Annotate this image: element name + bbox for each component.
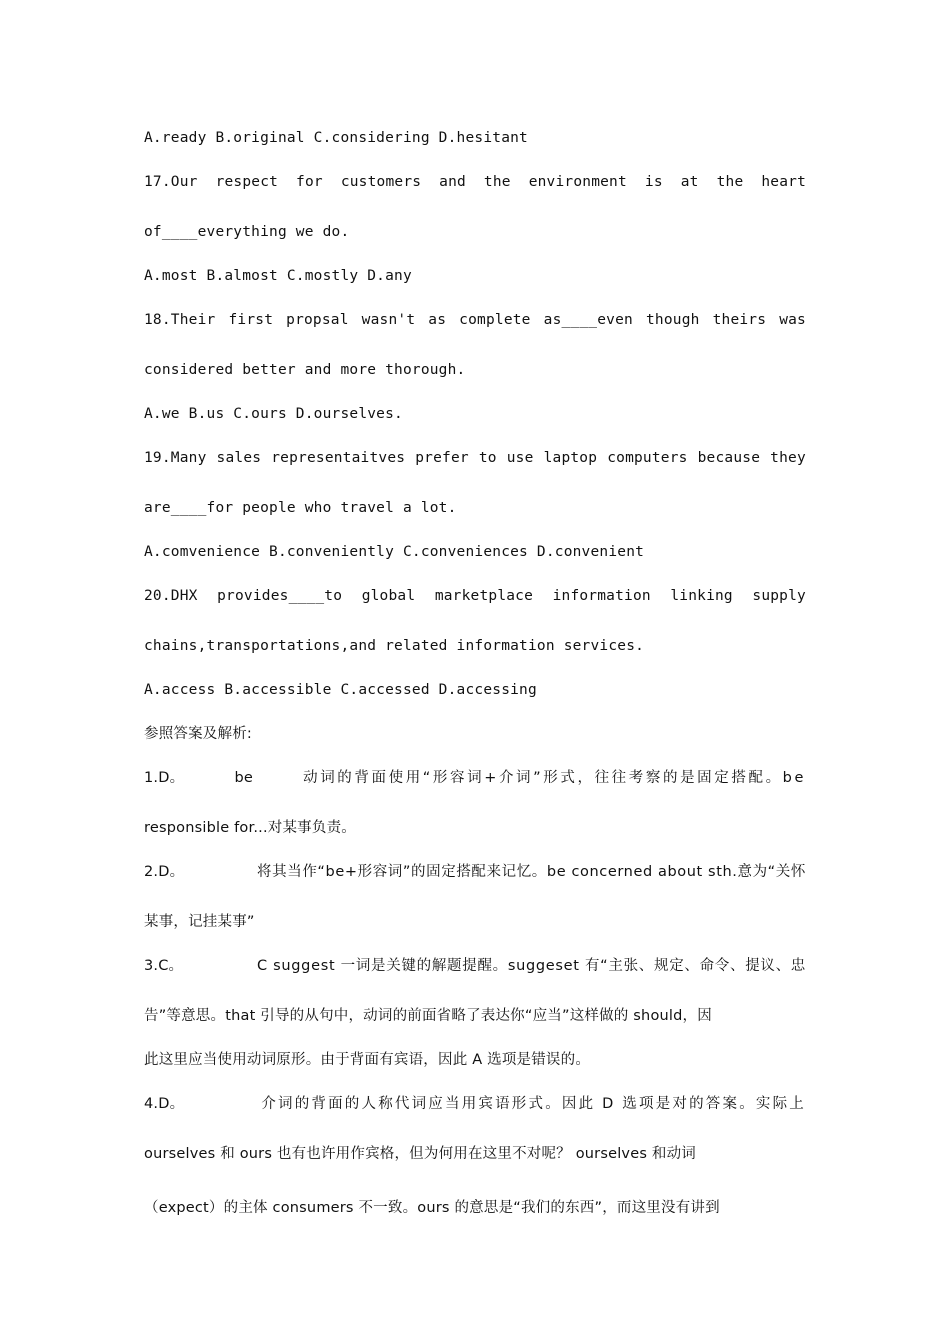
q18-line2: considered better and more thorough. [144,362,466,378]
word: because [697,450,761,466]
answer-2-line2: 某事，记挂某事” [144,914,255,930]
answer-number: 2.D。 [144,864,185,880]
text-run: 介词的背面的人称代词应当用宾语形式。因此 D 选项是对的答案。实际上 [261,1096,806,1112]
word: 20.DHX [144,588,198,604]
answer-3-line3: 此这里应当使用动词原形。由于背面有宾语，因此 A 选项是错误的。 [144,1052,591,1068]
word: 18.Their [144,312,216,328]
word: marketplace [434,588,534,604]
word: sales [216,450,262,466]
answer-1-line2: responsible for...对某事负责。 [144,820,356,836]
text-run: 将其当作“be+形容词”的固定搭配来记忆。be concerned about sth.意为“关怀 [257,864,806,880]
q20-line2: chains,transportations,and related information services. [144,638,645,654]
q19-options: A.comvenience B.conveniently C.conveniences D.convenient [144,544,645,560]
word: 19.Many [144,450,207,466]
answer-4-line1 [144,1093,806,1115]
answer-4-line2: ourselves 和 ours 也有也许用作宾格，但为何用在这里不对呢？ ourselves 和动词 [144,1146,696,1162]
word: global [361,588,416,604]
word: environment [528,174,627,190]
text-run: C suggest 一词是关键的解题提醒。suggeset 有“主张、规定、命令、提议、忠 [256,958,806,974]
word: and [439,174,466,190]
word: they [770,450,806,466]
word: 17.Our [144,174,198,190]
q19-line2: are____for people who travel a lot. [144,500,457,516]
answer-4-line3: （expect）的主体 consumers 不一致。ours 的意思是“我们的东西”，而这里没有讲到 [144,1200,720,1216]
q20-options: A.access B.accessible C.accessed D.accessing [144,682,537,698]
word: at [680,174,699,190]
answer-number: 1.D。 [144,770,185,786]
word: for [296,174,323,190]
word: wasn't [361,312,416,328]
answer-number: 4.D。 [144,1096,185,1112]
word: propsal [286,312,349,328]
text-run: 动词的背面使用“形容词+介词”形式，往往考察的是固定搭配。be [303,770,806,786]
answer-2-line1 [144,861,806,883]
answer-number: 3.C。 [144,958,184,974]
answer-3-line1 [144,955,806,977]
word: complete [459,312,531,328]
word: computers [607,450,688,466]
word: heart [761,174,806,190]
word: supply [752,588,806,604]
word: first [228,312,274,328]
word: the [716,174,744,190]
word: customers [340,174,422,190]
word: respect [215,174,279,190]
word: theirs [712,312,767,328]
word: as [428,312,447,328]
word: though [645,312,700,328]
q17-options: A.most B.almost C.mostly D.any [144,268,412,284]
q18-line1 [144,309,806,331]
answer-3-line2: 告”等意思。that 引导的从句中，动词的前面省略了表达你“应当”这样做的 should，因 [144,1008,712,1024]
word: linking [670,588,733,604]
answers-heading: 参照答案及解析: [144,726,252,742]
word: use [506,450,534,466]
word: the [483,174,511,190]
word: as____even [543,312,633,328]
q16-options: A.ready B.original C.considering D.hesitant [144,130,528,146]
word: provides____to [217,588,343,604]
q17-line1 [144,171,806,193]
word: laptop [543,450,598,466]
word: be [234,770,253,786]
word: to [478,450,497,466]
word: was [779,312,806,328]
word: prefer [415,450,469,466]
word: information [552,588,651,604]
q17-line2: of____everything we do. [144,224,350,240]
q20-line1 [144,585,806,607]
word: is [644,174,663,190]
q19-line1 [144,447,806,469]
q18-options: A.we B.us C.ours D.ourselves. [144,406,403,422]
word: representaitves [271,450,406,466]
answer-1-line1 [144,767,806,789]
